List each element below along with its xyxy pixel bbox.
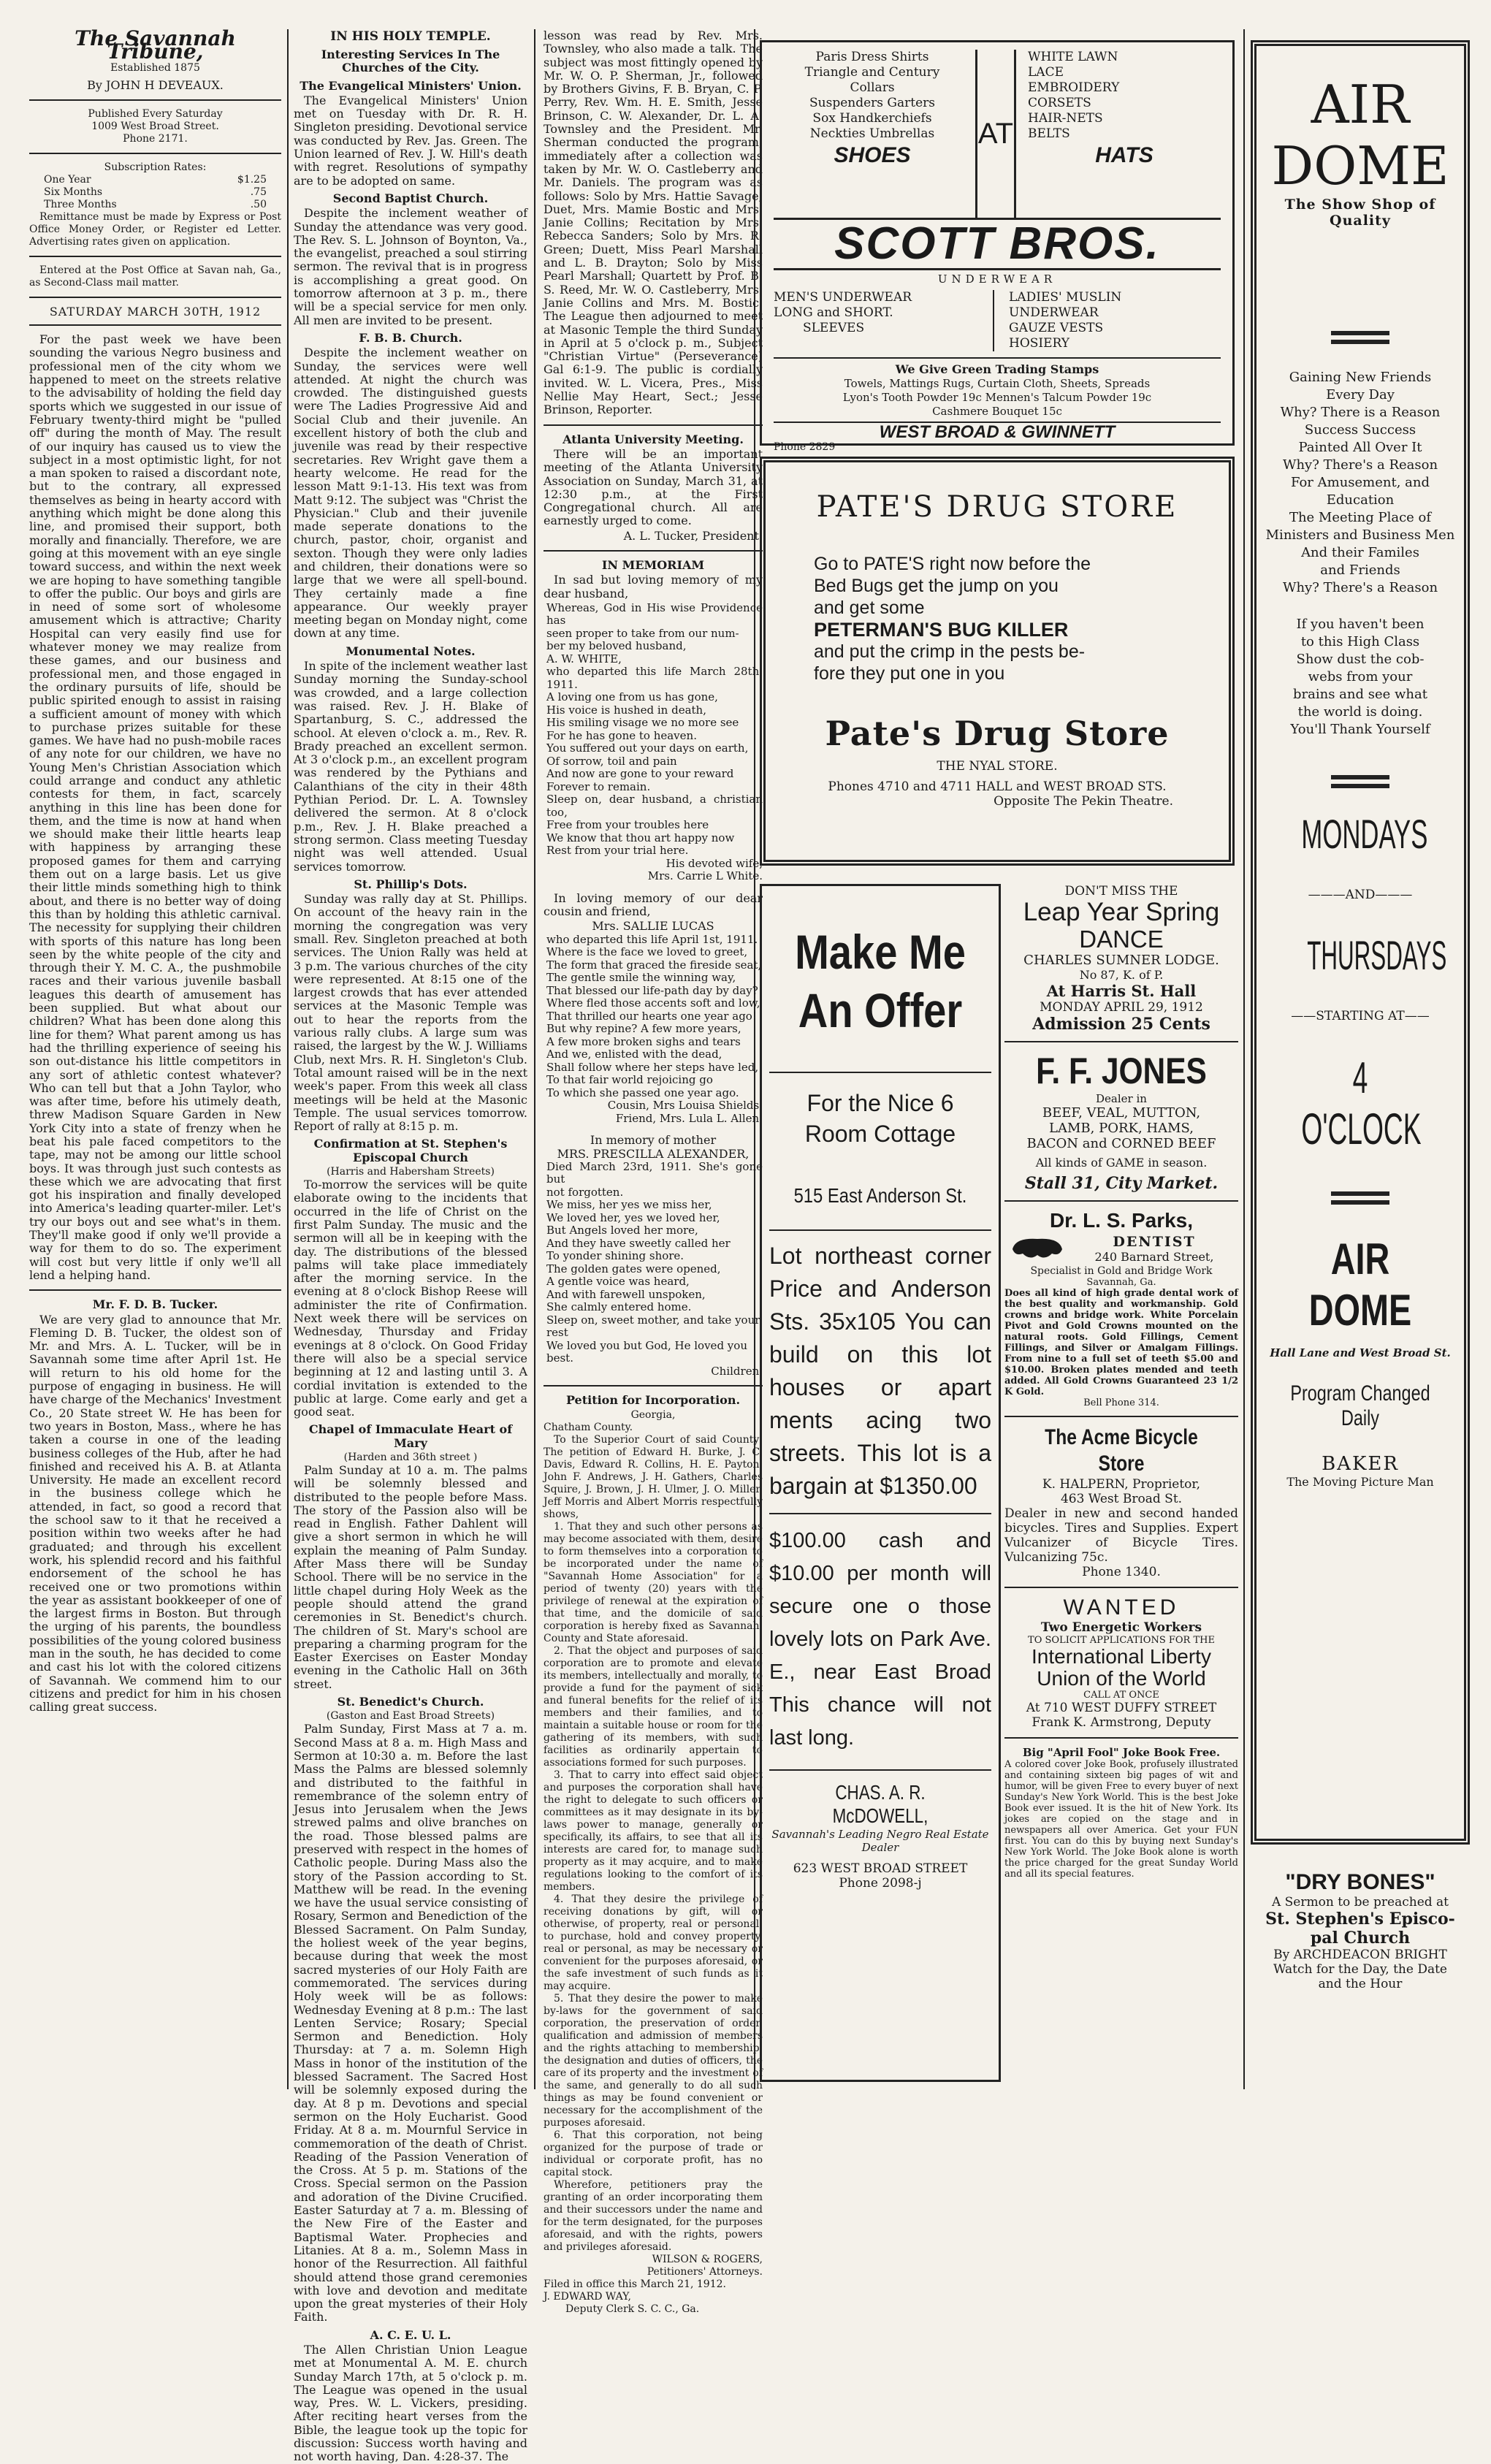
poem-line: We know that thou art happy now (546, 831, 735, 844)
acme-addr: 463 West Broad St. (1060, 1492, 1183, 1506)
airdome-para (1265, 616, 1455, 739)
masthead-title: The Savannah Tribune, (75, 26, 236, 64)
drybones-line: St. Stephen's Episco- (1265, 1910, 1455, 1929)
airdome-time: 4 O'CLOCK (1301, 1053, 1422, 1153)
poem-line: That blessed our life-path day by day? (546, 983, 758, 997)
poem-line: Shall follow where her steps have led, (546, 1060, 759, 1074)
section-text: The Evangelical Ministers' Union met on Tuesday with Dr. R. H. Singleton presiding. Devotional service was conducted by Rev. Jas. Green. The Union learned of Rev. J. W. Hill's death with regret. Resolutions of sympathy are to be adopted on same. (294, 93, 527, 188)
parks-name: Dr. L. S. Parks, (1049, 1209, 1194, 1232)
pates-line: Go to PATE'S right now before the (814, 554, 1091, 574)
poem-line: Whereas, God in His wise Providence has (546, 600, 763, 628)
section-title: The Evangelical Ministers' Union. (300, 78, 522, 93)
jones-stall: Stall 31, City Market. (1024, 1174, 1219, 1193)
parks-phone: Bell Phone 314. (1083, 1397, 1159, 1408)
parks-addr: 240 Barnard Street, (1094, 1250, 1214, 1264)
pates-line: and get some (814, 598, 925, 618)
column-rule (287, 29, 289, 2089)
airdome-thursdays: THURSDAYS (1307, 932, 1447, 978)
section-location: (Harden and 36th street ) (343, 1451, 478, 1463)
jones-game: All kinds of GAME in season. (1035, 1156, 1208, 1170)
section-title: Confirmation at St. Stephen's Episcopal Church (313, 1137, 508, 1164)
petition-paragraph: 1. That they and such other persons as may become associated with them, desire to form themselves into a corporation to be incorporated under the name of "Savannah Home Association" for a period of twenty (20) years with the privilege of renewal at the expiration of that time, and the domicile of said corporation is hereby fixed as Savannah, County and State aforesaid. (544, 1520, 763, 1644)
airdome-name: AIR DOME (1308, 1235, 1412, 1335)
airdome-line: and Friends (1320, 562, 1400, 578)
airdome-and: ———AND——— (1308, 888, 1413, 902)
scott-left-list: Paris Dress Shirts Triangle and Century Collars Suspenders Garters Sox Handkerchiefs Neckties Umbrellas SHOES (774, 50, 971, 218)
dance-dont: DON'T MISS THE (1064, 884, 1178, 899)
wanted-union: International Liberty (1032, 1645, 1211, 1668)
drybones-line: and the Hour (1318, 1977, 1403, 1991)
wanted-title: WANTED (1063, 1595, 1180, 1620)
scott-under-left: MEN'S UNDERWEAR LONG and SHORT. SLEEVES (774, 290, 994, 351)
dance-at: At Harris St. Hall (1046, 982, 1197, 1000)
column-churches (294, 29, 527, 2464)
poem-line: We loved you but God, He loved you (546, 1338, 747, 1352)
offer-for: Room Cottage (804, 1121, 956, 1147)
entered-note: Entered at the Post Office at Savan nah, Ga., as Second-Class mail matter. (29, 264, 281, 289)
acme-phone: Phone 1340. (1082, 1565, 1161, 1579)
mem-sign: Friend, Mrs. Lula L. Allen. (615, 1111, 763, 1125)
scott-stamp-line: Towels, Mattings Rugs, Curtain Cloth, Sheets, Spreads (844, 377, 1151, 390)
jones-meats: BEEF, VEAL, MUTTON, (1042, 1105, 1201, 1121)
dance-admission: Admission 25 Cents (1032, 1015, 1210, 1034)
pub-line: 1009 West Broad Street. (91, 120, 219, 132)
masthead-established: Established 1875 (110, 61, 200, 74)
rate-row: Three Months .50 (44, 198, 267, 210)
airdome-tag: The Show Shop of Quality (1284, 197, 1436, 229)
joke-body: A colored cover Joke Book, profusely illustrated and containing sixteen big pages of wit and humor, will be given Free to every buyer of next Sunday's New York World. This is the best Joke Book ever issued. It is the hit of New York. Its jokes are copied on the stage and in newspapers all over America. Get your FUN first. You can do this by buying next Sunday's New York World. The Joke Book alone is worth the price charged for the great Sunday World and all its special features. (1004, 1759, 1238, 1880)
dance-lodge: CHARLES SUMNER LODGE. (1023, 953, 1219, 968)
wanted-call: CALL AT ONCE (1083, 1690, 1159, 1701)
rates-table (29, 174, 281, 211)
pates-opposite: Opposite The Pekin Theatre. (994, 794, 1173, 809)
jones-meats: LAMB, PORK, HAMS, (1049, 1121, 1194, 1136)
section-title: F. B. B. Church. (359, 330, 462, 345)
section-text: To-morrow the services will be quite elaborate owing to the incidents that occurred in the life of Christ on the first Palm Sunday. The music and the sermon will all be in keeping with the day. The distributions of the blessed palms will take place immediately after the morning service. In the evening at 8 o'clock Bishop Reese will administer the rite of Confirmation. Next week there will be services on Wednesday, Thursday and Friday evenings at 8 o'clock. On Good Friday there will also be a special service beginning at 12 and lasting until 3. A cordial invitation is extended to the public at large. Come early and get a good seat. (294, 1178, 527, 1419)
pub-line: Published Every Saturday (88, 107, 223, 120)
section-text: The Allen Christian Union League met at Monumental A. M. E. church Sunday March 17th, at 5 o'clock p. m. The League was opened in the usual way, Pres. W. L. Vickers, presiding. After reciting heart verses from the Bible, the league took up the topic for discussion: Success worth having and not worth having, Dan. 4:28-37. The (294, 2342, 527, 2464)
dry-bones-notice (1251, 1855, 1470, 2075)
memoriam-poem (544, 602, 763, 858)
poem-line: A. W. WHITE, (546, 652, 622, 665)
section-title: A. C. E. U. L. (370, 2327, 451, 2342)
jones-dealer: Dealer in (1096, 1092, 1147, 1105)
airdome-line: Every Day (1326, 387, 1395, 403)
drybones-line: A Sermon to be preached at (1271, 1895, 1449, 1910)
petition-paragraph: 2. That the object and purposes of said corporation are to promote and elevate its members, intellectually and morally, to provide a fund for the payment of sick and funeral benefits for the relief of its members and their families, and to maintain a suitable house or room for the gathering of its members, with such facilities as ordinarily appertain to associations formed for such purposes. (544, 1644, 763, 1769)
petition-place: Chatham County. (544, 1421, 633, 1433)
pates-phones: Phones 4710 and 4711 HALL and WEST BROAD STS. (828, 779, 1167, 794)
poem-line: ber my beloved husband, (546, 639, 687, 653)
atlanta-heading: Atlanta University Meeting. (563, 432, 744, 446)
petition-place: Georgia, (630, 1408, 676, 1421)
mem-intro: In memory of mother (590, 1133, 717, 1148)
poem-line: And now are gone to your reward (546, 767, 734, 781)
rate-row: Six Months .75 (44, 186, 267, 198)
offer-for: For the Nice 6 (806, 1090, 954, 1116)
offer-big: An Offer (798, 983, 963, 1037)
dance-title: Leap Year Spring (1023, 898, 1220, 926)
scott-under-right: LADIES' MUSLIN UNDERWEAR GAUZE VESTS HOSIERY (1009, 290, 1122, 351)
dance-date: MONDAY APRIL 29, 1912 (1040, 1000, 1203, 1015)
jones-meats: BACON and CORNED BEEF (1026, 1136, 1216, 1151)
airdome-program: Program Changed Daily (1290, 1381, 1430, 1430)
scott-stamps: We Give Green Trading Stamps (774, 357, 1221, 377)
scott-name: SCOTT BROS. (774, 218, 1221, 270)
airdome-para-line: You'll Thank Yourself (1290, 722, 1430, 737)
airdome-lines (1265, 369, 1455, 597)
airdome-line: Gaining New Friends (1289, 370, 1432, 385)
poem-line: not forgotten. (546, 1185, 624, 1199)
memoriam-heading: IN MEMORIAM (601, 557, 705, 572)
column-notices (541, 28, 763, 2315)
pates-drug-ad (760, 457, 1235, 866)
pates-line: and put the crimp in the pests be- (814, 641, 1086, 662)
dance-title2: DANCE (1079, 926, 1164, 953)
poem-line: And they have sweetly called her (546, 1236, 731, 1250)
poem-line: Sleep on, sweet mother, and take your (546, 1313, 760, 1327)
airdome-line: Ministers and Business Men (1265, 527, 1455, 543)
mem-name: MRS. PRESCILLA ALEXANDER, (557, 1146, 750, 1161)
column-ads-right (1004, 884, 1238, 2082)
poem-line: She calmly entered home. (546, 1300, 692, 1314)
acme-prop: K. HALPERN, Proprietor, (1042, 1477, 1201, 1492)
offer-name: CHAS. A. R. McDOWELL, (832, 1781, 928, 1827)
section-title: St. Phillip's Dots. (354, 877, 468, 891)
masthead-by: By JOHN H DEVEAUX. (87, 77, 224, 92)
poem-line: His smiling visage we no more see (546, 716, 739, 730)
poem-line: But Angels loved her more, (546, 1224, 698, 1237)
jones-name: F. F. JONES (1036, 1050, 1207, 1091)
poem-line: But why repine? A few more years, (546, 1022, 741, 1036)
mem-sign: Mrs. Carrie L White. (647, 869, 763, 883)
pates-nyal: THE NYAL STORE. (937, 759, 1058, 774)
poem-line: who departed this life April 1st, 1911. (546, 932, 758, 946)
airdome-line: Painted All Over It (1298, 440, 1422, 455)
poem-line: To yonder shining shore. (546, 1249, 685, 1263)
league-text: lesson was read by Rev. Mrs. Townsley, who also made a talk. The subject was most fittingly opened by Mr. W. O. P. Sherman, Jr., followed by Brothers Givins, F. B. Bryan, C. P. Perry, Rev. Wm. H. E. Smith, Jesse Brinson, C. W. Alexander, Dr. L. A. Townsley and the President. Mr. Sherman conducted the program, immediately after a collection was taken by Mr. W. O. Castleberry and Mr. Daniels. The program was as follows: Solo by Mrs. Hattie Savage; Duet, Mrs. Mamie Bostic and Mrs. Janie Collins; Recitation by Mrs. Rebecca Sanders; Solo by Mrs. R. Green; Duett, Miss Pearl Marshall and L. B. Drayton; Solo by Miss Pearl Marshall; Quartett by Prof. B. S. Reed, Mr. W. O. Castleberry, Mrs. Janie Collins and Mrs. M. Bostic. The League then adjourned to meet at Masonic Temple the third Sunday in April at 5 o'clock p. m., Subject "Christian Virtue" (Perseverance) Gal 6:1-9. The public is cordially invited. W. L. Vicera, Pres., Miss Nellie May Heart, Sect.; Jesse Brinson, Reporter. (544, 28, 763, 417)
atlanta-text: There will be an important meeting of the Atlanta University Association on Sunday, March 31, at 12:30 p.m., at the First Congregational church. All are earnestly urged to come. (544, 446, 763, 528)
scott-at: AT (975, 50, 1016, 218)
offer-tag: Savannah's Leading Negro Real Estate Dealer (771, 1828, 989, 1854)
offer-lot: Lot northeast corner Price and Anderson Sts. 35x105 You can build on this lot houses or apart ments acing two streets. This lot is a bargain at $1350.00 (769, 1243, 991, 1499)
holy-subheading: Interesting Services In The Churches of the City. (321, 47, 500, 75)
poem-line: Where is the face we loved to greet, (546, 945, 748, 959)
airdome-para-line: the world is doing. (1297, 704, 1423, 720)
poem-line: For he has gone to heaven. (546, 728, 697, 742)
airdome-para-line: If you haven't been (1296, 617, 1425, 632)
airdome-title: AIR (1311, 74, 1410, 135)
column-masthead-editorial (29, 26, 281, 2089)
airdome-ad (1251, 40, 1470, 1845)
poem-line: Free from your troubles here (546, 818, 709, 832)
section-text: Sunday was rally day at St. Phillips. On account of the heavy rain in the morning the congregation was very small. Rev. Singleton preached at both services. The Union Rally was held at 3 p.m. The various churches of the city were represented. At 8:15 one of the largest crowds that has ever attended services at the Masonic Temple was out to hear the reports from the various rally clubs. A large sum was raised, the largest by the W. J. Williams Club, next Mrs. R. H. Singleton's Club. Total amount raised will be in the next week's paper. From this week all class meetings will be held at the Masonic Temple. The usual services tomorrow. Report of rally at 8:15 p. m. (294, 892, 527, 1134)
section-title: Monumental Notes. (346, 644, 476, 658)
remittance-note: Remittance must be made by Express or Post Office Money Order, or Register ed Letter. Advertising rates given on application. (29, 210, 281, 248)
airdome-para-line: to this High Class (1300, 634, 1420, 649)
issue-date: SATURDAY MARCH 30TH, 1912 (49, 304, 262, 319)
section-text: In spite of the inclement weather last Sunday morning the Sunday-school was crowded, and a large collection was raised. Rev. J. H. Blake of Spartanburg, S. C., addressed the school. At eleven o'clock a. m., Rev. R. Brady preached an excellent sermon. At 3 o'clock p.m., an excellent program was rendered by the Pythians and Calanthians of the city in their 48th Pythian Period. Dr. L. A. Townsley delivered the sermon. At 8 o'clock p.m., Rev. J. H. Blake preached a strong sermon. Class meeting Tuesday night was well attended. Usual services tomorrow. (294, 659, 527, 874)
poem-line: The gentle smile the winning way, (546, 971, 736, 985)
poem-line: And with farewell unspoken, (546, 1287, 706, 1301)
offer-phone: Phone 2098-j (839, 1876, 922, 1891)
tooth-icon (1004, 1232, 1070, 1265)
poem-line: His voice is hushed in death, (546, 703, 706, 717)
acme-body: Dealer in new and second handed bicycles. Tires and Supplies. Expert Vulcanizer of Bicycle Tires. Vulcanizing 75c. (1004, 1506, 1238, 1565)
offer-cash: $100.00 cash and $10.00 per month will secure one o those lovely lots on Park Ave. E., near East Broad This chance will not last long. (769, 1529, 991, 1750)
rates-heading: Subscription Rates: (104, 161, 207, 173)
airdome-line: Why? There is a Reason (1280, 405, 1441, 420)
airdome-line: Why? There's a Reason (1282, 457, 1438, 473)
scott-underwear: UNDERWEAR (937, 272, 1057, 286)
poem-line: best. (546, 1351, 573, 1365)
airdome-baker: BAKER (1322, 1453, 1399, 1475)
section-location: (Gaston and East Broad Streets) (326, 1710, 495, 1723)
airdome-baker-tag: The Moving Picture Man (1286, 1475, 1434, 1489)
petition-clerk: J. EDWARD WAY, (544, 2290, 632, 2303)
memoriam-poem (544, 1161, 763, 1365)
section-title: Chapel of Immaculate Heart of Mary (308, 1422, 513, 1450)
poem-line: And we, enlisted with the dead, (546, 1048, 722, 1061)
airdome-para-line: brains and see what (1293, 687, 1427, 702)
poem-line: You suffered out your days on earth, (546, 741, 749, 755)
tucker-text: We are very glad to announce that Mr. Fleming D. B. Tucker, the oldest son of Mr. and Mrs. A. L. Tucker, will be in Savannah some time after April 1st. He will return to his old home for the purpose of engaging in business. He will have charge of the Mechanics' Investment Co., 20 State street W. He has been for two years in Boston, Mass., where he has taken a course in one of the leading business colleges of the Hub, after he had finished and received his A. B. at Atlanta University. He made an excellent record in the business college which he attended, in fact, so good a record that the school saw to it that he received a position within two weeks after he had graduated; and through his excellent work, his splendid record and his faithful endorsement of the school he has received one or two promotions within the year as assistant bookkeeper of one of the largest firms in Boston. But through the urging of his parents, the boundless possibilities of the young colored business man in the south, he has decided to come and cast his lot with the colored citizens of Savannah. We commend him to our citizens and predict for him in his chosen calling great success. (29, 1312, 281, 1714)
dance-no: No 87, K. of P. (1079, 968, 1164, 982)
scott-hats: HATS (1095, 143, 1153, 167)
airdome-line: Success Success (1304, 422, 1416, 438)
poem-line: A gentle voice was heard, (546, 1275, 690, 1289)
acme-name: The Acme Bicycle Store (1045, 1425, 1198, 1476)
parks-spec: Specialist in Gold and Bridge Work (1030, 1265, 1213, 1277)
petition-paragraph: 3. That to carry into effect said object and purposes the corporation shall have the right to delegate to such officers or committees as it may designate in its by-laws power to manage, generally or specifically, its affairs, to see that all its interests are cared for, to manage such property as it may acquire, and to make regulations looking to the comfort of its members. (544, 1769, 763, 1893)
editorial-text: For the past week we have been sounding the various Negro business and professional men of the city whom we happened to meet on the streets relative to the advisability of holding the field day sports which we suggested in our issue of February twenty-third might be "pulled off" during the month of May. The result of our inquiry has caused us to view the subject in a most optimistic light, for not a man spoken to raised a discordant note, but to the contrary, all expressed themselves as being in hearty accord with anything which might be done along this line, and promised their support, both morally and financially. Therefore, we are going at this movement with an eye single toward success, and within the next week we are hoping to have something tangible to offer the public. Our boys and girls are in need of some sort of wholesome amusement which is attractive; Charity Hospital can very easily find use for whatever money we may realize from these games, and our business and professional men, and those engaged in the ordinary pursuits of life, should be public spirited enough to assist in raising a sufficient amount of money with which to purchase prizes suitable for these games. We have had no push-mobile races of any note for our children, we have no Young Men's Christian Association which could arrange and conduct any athletic contests for them, in fact, scarcely anything in this line has been done for them, and the time is now at hand when we should make their little hearts leap with happiness by arranging these proposed games for them and carrying them out on a large basis. Let us give their little minds something high to think about, and there is no better way of doing this than by holding this athletic carnival. The necessity for supplying their children with sports of this nature has long been seen by the white people of the city and through their Y. M. C. A., the pushmobile races and their various juvenile basball leagues this dearth of amusement has been supplied. But what about our children? What has been done along this line for them? What parent among us has had the thrilling experience of seeing his son out-distance his little competitors in any sort of athletic contest whatever? Who can tell but that a John Taylor, who was after time, before his utimely death, threw Madison Square Garden in New York City into a state of frenzy when he beat his pale faced competitors to the tape, may not be among our little school boys. It was through just such contests as these which we are advocating that first got his inspiration and finally developed into America's leading quarter-miler. Let's try our boys out and see what's in them. They'll make good if only we'll provide a way for them to do so. The experiment will cost but very little if only we'll all lend a helping hand. (29, 332, 281, 1282)
wanted-to: TO SOLICIT APPLICATIONS FOR THE (1028, 1635, 1215, 1646)
pates-line: fore they put one in you (814, 663, 1005, 684)
scott-shoes: SHOES (834, 143, 911, 167)
poem-line: Forever to remain. (546, 779, 651, 793)
airdome-line: For Amusement, and (1290, 475, 1430, 490)
poem-line: seen proper to take from our num- (546, 626, 739, 640)
mem-intro: In loving memory of our dear cousin and friend, (544, 890, 763, 919)
poem-line: We miss, her yes we miss her, (546, 1198, 712, 1212)
wanted-addr: At 710 WEST DUFFY STREET (1026, 1701, 1217, 1715)
wanted-name: Frank K. Armstrong, Deputy (1032, 1715, 1211, 1730)
section-text: Despite the inclement weather on Sunday, the services were well attended. At night the church was crowded. The distinguished guests were The Ladies Progressive Aid and Social Club and their juvenile. An excellent history of both the club and juvenile was read by their respective secretaries. Rev Wright gave them a hearty welcome. He read for the lesson Matt 9:1-13. His text was from Matt 9:12. The subject was "Christ the Physician." Club and their juvenile made seperate donations to the church, pastor, choir, organist and sexton. Though they were only ladies and children, their donations were so large that we were all spell-bound. They certainly made a fine appearance. Our weekly prayer meeting began on Monday night, come down at any time. (294, 346, 527, 641)
drybones-line: Watch for the Day, the Date (1273, 1962, 1447, 1977)
poem-line: That thrilled our hearts one year ago! (546, 1009, 757, 1023)
pates-name: Pate's Drug Store (825, 714, 1170, 753)
mem-intro: In sad but loving memory of my dear husband, (544, 573, 763, 600)
poem-line: Sleep on, dear husband, a christian too, (546, 793, 763, 819)
poem-line: We loved her, yes we loved her, (546, 1210, 720, 1224)
petition-paragraph: Wherefore, petitioners pray the granting of an order incorporating them and their successors under the name and for the term designated, for the purposes aforesaid, and with the rights, powers and privileges aforesaid. (544, 2178, 763, 2253)
petition-heading: Petition for Incorporation. (565, 1393, 741, 1408)
column-rule (1243, 29, 1245, 2089)
poem-line: A loving one from us has gone, (546, 690, 718, 704)
holy-heading: IN HIS HOLY TEMPLE. (330, 29, 491, 44)
airdome-para-line: webs from your (1308, 669, 1413, 684)
poem-line: who departed this life March 28th, 1911. (546, 665, 763, 691)
section-text: Palm Sunday, First Mass at 7 a. m. Second Mass at 8 a. m. High Mass and Sermon at 10:30 a. m. Before the last Mass the Palms are blessed solemnly and distributed to the faithful in remembrance of the solemn entry of Jesus into Jerusalem when the Jews strewed palms and olive branches on the road. Those blessed palms are preserved with respect in the homes of Catholic people. During Mass also the story of the Passion according to St. Matthew will be read. In the evening we have the usual service consisting of Rosary, Sermon and Benediction of the Blessed Sacrament. On Palm Sunday, the holiest week of the year begins, because during that week the most sacred mysteries of our Holy Faith are commemorated. The services during Holy week will be as follows: Wednesday Evening at 8 p.m.: The last Lenten Service; Rosary; Special Sermon and Benediction. Holy Thursday: at 7 a. m. Solemn High Mass in honor of the institution of the blessed Sacrament. The Sacred Host will be solemnly exposed during the day. At 8 p m. Devotions and special sermon on the Holy Eucharist. Good Friday. At 8 a. m. Mournful Service in commemoration of the death of Christ. Reading of the Passion Veneration of the Cross. At 5 p. m. Stations of the Cross. Special sermon on the Passion and adoration of the Divine Crucified. Easter Saturday at 7 a. m. Blessing of the New Fire of the Easter and Baptismal Water. Prophecies and Litanies. At 8 a. m., Solemn Mass in honor of the Resurrection. All faithful should attend those grand ceremonies with love and devotion and meditate upon the great mysteries of their Holy Faith. (294, 1722, 527, 2324)
drybones-title: "DRY BONES" (1285, 1870, 1435, 1894)
airdome-mondays: MONDAYS (1301, 811, 1428, 857)
mem-sign: Cousin, Mrs Louisa Shields, (607, 1099, 763, 1113)
petition-filed: Filed in office this March 21, 1912. (544, 2278, 726, 2290)
airdome-title2: DOME (1271, 135, 1449, 197)
poem-line: The golden gates were opened, (546, 1262, 721, 1275)
drybones-line: pal Church (1310, 1929, 1411, 1948)
tucker-heading: Mr. F. D. B. Tucker. (92, 1297, 218, 1312)
section-text: Despite the inclement weather of Sunday the attendance was very good. The Rev. S. L. Johnson of Boynton, Va., the evangelist, preached a soul stirring sermon. The revival that is in progress is accomplishing a great good. On tomorrow afternoon at 3 p. m., there will be a special service for men only. All men are invited to be present. (294, 206, 527, 327)
section-location: (Harris and Habersham Streets) (327, 1166, 495, 1178)
scott-right-list: WHITE LAWN LACE EMBROIDERY CORSETS HAIR-NETS BELTS HATS (1021, 50, 1221, 218)
poem-line: Of sorrow, toil and pain (546, 754, 677, 768)
atlanta-sign: A. L. Tucker, President. (623, 528, 763, 543)
airdome-line: Education (1326, 492, 1395, 508)
poem-line: To which she passed one year ago. (546, 1086, 739, 1099)
scott-address: WEST BROAD & GWINNETT (774, 422, 1221, 440)
joke-title: Big "April Fool" Joke Book Free. (1022, 1746, 1221, 1759)
poem-line: To that fair world rejoicing go (546, 1073, 713, 1087)
scott-stamp-line: Cashmere Bouquet 15c (932, 405, 1062, 418)
airdome-addr: Hall Lane and West Broad St. (1270, 1346, 1451, 1359)
petition-paragraph: 4. That they desire the privilege of receiving donations by gift, will or otherwise, of property, real or personal; to purchase, hold and convey property, real or personal, as may be necessary or convenient for the purposes aforesaid, or the safe investment of such funds as it may acquire. (544, 1893, 763, 1992)
poem-line: A few more broken sighs and tears (546, 1034, 741, 1048)
offer-big: Make Me (795, 925, 966, 979)
petition-sign: Petitioners' Attorneys. (647, 2265, 763, 2278)
petition-paragraph: 5. That they desire the power to make by-laws for the government of said corporation, the preservation of order, qualification and admission of members and the rights attaching to membership, the designation and duties of officers, the care of its property and the investment of the same, and generally to do all such things as may be found convenient or necessary for the accomplishment of the purposes aforesaid. (544, 1992, 763, 2129)
petition-paragraph: 6. That this corporation, not being organized for the purpose of trade or individual or corporate profit, has no capital stock. (544, 2129, 763, 2178)
wanted-sub: Two Energetic Workers (1040, 1620, 1202, 1635)
offer-address: 515 East Anderson St. (793, 1184, 967, 1207)
petition-paragraph: To the Superior Court of said County: The petition of Edward H. Burke, J. C. Davis, Edward R. Collins, H. E. Payton, John F. Andrews, J. H. Gathers, Charles Squire, J. Brown, J. H. Ulmer, J. O. Miller, Jeff Morris and Albert Morris respectfully shows, (544, 1433, 763, 1520)
scott-stamp-line: Lyon's Tooth Powder 19c Mennen's Talcum Powder 19c (842, 391, 1152, 404)
drybones-line: By ARCHDEACON BRIGHT (1273, 1948, 1447, 1962)
scott-bros-ad (760, 40, 1235, 453)
memoriam-poem (544, 934, 763, 1100)
section-text: Palm Sunday at 10 a. m. The palms will be solemnly blessed and distributed to the people before Mass. The story of the Passion also will be read in English. Father Dahlent will give a short sermon in which he will explain the meaning of Palm Sunday. After Mass there will be Sunday School. There will be no service in the little chapel during Holy Week as the people should attend the grand ceremonies in St. Benedict's church. The children of St. Mary's school are preparing a charming program for the Easter Exercises on Easter Monday evening in the Catholic Hall on 36th street. (294, 1462, 527, 1691)
airdome-line: The Meeting Place of (1289, 510, 1432, 525)
petition-body (544, 1434, 763, 2254)
column-rule (534, 29, 535, 2089)
poem-line: Where fled those accents soft and low, (546, 996, 760, 1010)
pub-line: Phone 2171. (123, 132, 188, 145)
airdome-line: Why? There's a Reason (1282, 580, 1438, 595)
mem-sign: Children. (711, 1364, 763, 1378)
pates-product: PETERMAN'S BUG KILLER (814, 619, 1069, 641)
poem-line: The form that graced the fireside seat, (546, 958, 762, 972)
airdome-para-line: Show dust the cob- (1296, 652, 1425, 667)
mcdowell-ad (760, 884, 1001, 2082)
pates-title: PATE'S DRUG STORE (816, 490, 1178, 524)
rate-row: One Year $1.25 (44, 173, 267, 186)
poem-line: rest (546, 1326, 568, 1340)
pates-line: Bed Bugs get the jump on you (814, 576, 1059, 596)
wanted-union: Union of the World (1037, 1667, 1206, 1690)
parks-dentist: DENTIST (1113, 1234, 1196, 1250)
section-title: Second Baptist Church. (332, 191, 489, 205)
section-title: St. Benedict's Church. (337, 1695, 484, 1709)
poem-line: Rest from your trial here. (546, 844, 689, 858)
parks-body: Does all kind of high grade dental work of the best quality and workmanship. Gold crowns and bridge work. White Porcelain Pivot and Gold Crowns mounted on the natural roots. Gold Fillings, Cement Fillings, and Silver or Amalgam Fillings. From nine to a full set of teeth $5.00 and $10.00. Broken plates mended and teeth added. All Gold Crowns Guaranteed 23 1/2 K Gold. (1004, 1288, 1238, 1397)
mem-name: Mrs. SALLIE LUCAS (592, 919, 714, 934)
mem-sign: His devoted wife, (666, 856, 763, 870)
airdome-starting: ——STARTING AT—— (1291, 1009, 1430, 1023)
parks-city: Savannah, Ga. (1086, 1277, 1156, 1288)
offer-street: 623 WEST BROAD STREET (793, 1861, 968, 1876)
petition-sign: WILSON & ROGERS, (652, 2253, 763, 2265)
airdome-line: And their Familes (1301, 545, 1419, 560)
scott-phone: Phone 2829 (774, 441, 836, 453)
petition-clerk: Deputy Clerk S. C. C., Ga. (565, 2303, 700, 2315)
poem-line: Died March 23rd, 1911. She's gone but (546, 1159, 763, 1186)
